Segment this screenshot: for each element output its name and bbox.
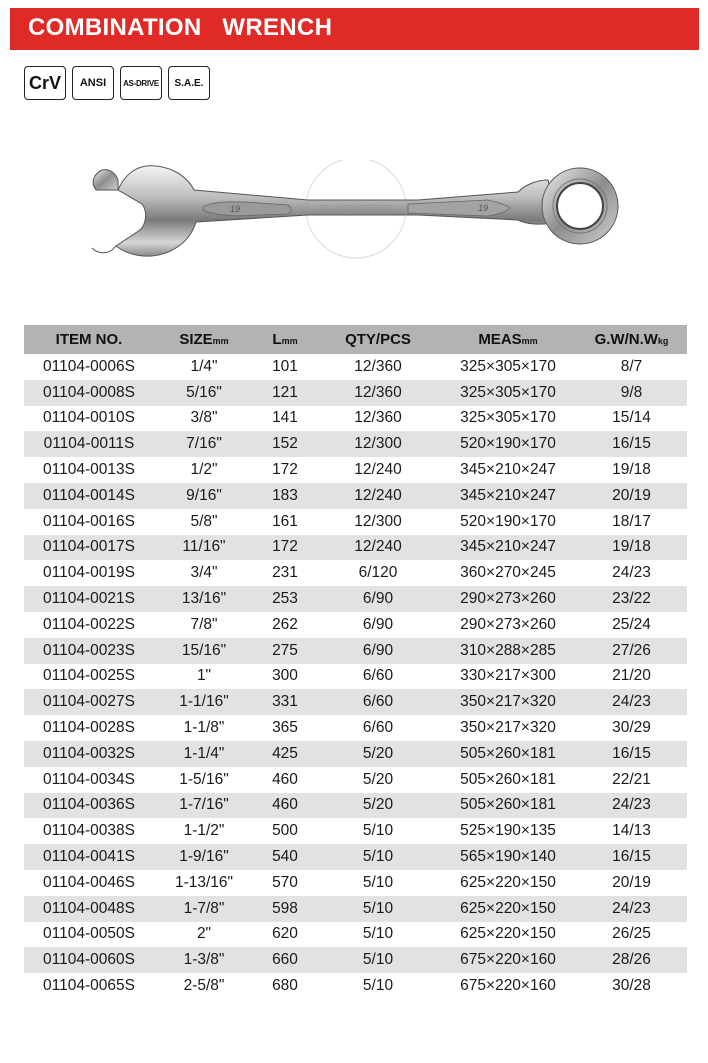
cell-qty: 5/10 — [316, 947, 440, 973]
cell-weight: 30/29 — [576, 715, 687, 741]
cell-item-no: 01104-0014S — [24, 483, 154, 509]
cell-weight: 25/24 — [576, 612, 687, 638]
cell-weight: 20/19 — [576, 870, 687, 896]
cell-length: 365 — [254, 715, 316, 741]
cell-length: 680 — [254, 973, 316, 999]
cell-size: 1-1/16" — [154, 689, 254, 715]
table-row — [24, 380, 687, 406]
cell-item-no: 01104-0011S — [24, 431, 154, 457]
cell-meas: 290×273×260 — [440, 612, 576, 638]
cell-length: 570 — [254, 870, 316, 896]
cell-size: 1-1/4" — [154, 741, 254, 767]
cell-weight: 19/18 — [576, 535, 687, 561]
cell-qty: 6/90 — [316, 638, 440, 664]
cell-weight: 24/23 — [576, 560, 687, 586]
crv-badge: CrV — [24, 66, 66, 100]
as-drive-badge: AS-DRIVE — [120, 66, 162, 100]
cell-meas: 350×217×320 — [440, 689, 576, 715]
cell-size: 13/16" — [154, 586, 254, 612]
cell-item-no: 01104-0034S — [24, 767, 154, 793]
table-row — [24, 767, 687, 793]
cell-weight: 30/28 — [576, 973, 687, 999]
cell-weight: 23/22 — [576, 586, 687, 612]
cell-size: 11/16" — [154, 535, 254, 561]
size-mark-right: 19 — [478, 203, 489, 213]
table-row — [24, 870, 687, 896]
cell-size: 2" — [154, 922, 254, 948]
cell-size: 1-13/16" — [154, 870, 254, 896]
table-row — [24, 509, 687, 535]
cell-item-no: 01104-0060S — [24, 947, 154, 973]
cell-qty: 6/90 — [316, 586, 440, 612]
table-row — [24, 715, 687, 741]
table-row — [24, 664, 687, 690]
table-header-row — [24, 325, 687, 354]
cell-meas: 625×220×150 — [440, 896, 576, 922]
cell-size: 5/8" — [154, 509, 254, 535]
cell-qty: 12/360 — [316, 380, 440, 406]
watermark-text: BLACK BEAR — [321, 203, 391, 215]
spec-table — [24, 325, 687, 999]
cell-meas: 345×210×247 — [440, 535, 576, 561]
cell-weight: 15/14 — [576, 406, 687, 432]
cell-size: 3/8" — [154, 406, 254, 432]
sae-badge: S.A.E. — [168, 66, 210, 100]
cell-item-no: 01104-0019S — [24, 560, 154, 586]
cell-meas: 505×260×181 — [440, 767, 576, 793]
cell-length: 540 — [254, 844, 316, 870]
cell-size: 7/8" — [154, 612, 254, 638]
cell-length: 101 — [254, 354, 316, 380]
cell-item-no: 01104-0046S — [24, 870, 154, 896]
cell-qty: 5/20 — [316, 767, 440, 793]
cell-weight: 9/8 — [576, 380, 687, 406]
cell-size: 15/16" — [154, 638, 254, 664]
cell-item-no: 01104-0023S — [24, 638, 154, 664]
table-row — [24, 793, 687, 819]
title-banner — [10, 8, 699, 50]
cell-item-no: 01104-0010S — [24, 406, 154, 432]
table-row — [24, 689, 687, 715]
cell-item-no: 01104-0022S — [24, 612, 154, 638]
cell-size: 1-1/8" — [154, 715, 254, 741]
cell-length: 275 — [254, 638, 316, 664]
table-row — [24, 586, 687, 612]
cell-weight: 16/15 — [576, 431, 687, 457]
cell-length: 253 — [254, 586, 316, 612]
table-row — [24, 354, 687, 380]
table-row — [24, 560, 687, 586]
cell-size: 3/4" — [154, 560, 254, 586]
cell-size: 2-5/8" — [154, 973, 254, 999]
cell-weight: 22/21 — [576, 767, 687, 793]
cell-weight: 8/7 — [576, 354, 687, 380]
cell-item-no: 01104-0041S — [24, 844, 154, 870]
table-row — [24, 896, 687, 922]
cell-meas: 675×220×160 — [440, 947, 576, 973]
cell-weight: 24/23 — [576, 793, 687, 819]
cell-item-no: 01104-0032S — [24, 741, 154, 767]
cell-item-no: 01104-0065S — [24, 973, 154, 999]
cell-meas: 290×273×260 — [440, 586, 576, 612]
cell-weight: 16/15 — [576, 844, 687, 870]
table-row — [24, 457, 687, 483]
cell-length: 183 — [254, 483, 316, 509]
cell-qty: 6/60 — [316, 664, 440, 690]
cell-meas: 345×210×247 — [440, 457, 576, 483]
cell-item-no: 01104-0017S — [24, 535, 154, 561]
cell-qty: 5/10 — [316, 844, 440, 870]
cell-qty: 12/300 — [316, 509, 440, 535]
cell-weight: 18/17 — [576, 509, 687, 535]
table-row — [24, 922, 687, 948]
cell-length: 620 — [254, 922, 316, 948]
cell-meas: 325×305×170 — [440, 380, 576, 406]
cell-meas: 325×305×170 — [440, 354, 576, 380]
cell-size: 1-7/16" — [154, 793, 254, 819]
cell-qty: 6/120 — [316, 560, 440, 586]
cell-meas: 520×190×170 — [440, 431, 576, 457]
cell-weight: 16/15 — [576, 741, 687, 767]
cell-length: 331 — [254, 689, 316, 715]
cell-meas: 525×190×135 — [440, 818, 576, 844]
cell-length: 500 — [254, 818, 316, 844]
cell-qty: 12/240 — [316, 483, 440, 509]
cell-size: 1-3/8" — [154, 947, 254, 973]
table-row — [24, 535, 687, 561]
cell-length: 460 — [254, 767, 316, 793]
cell-length: 152 — [254, 431, 316, 457]
cell-meas: 505×260×181 — [440, 793, 576, 819]
cell-weight: 27/26 — [576, 638, 687, 664]
cell-meas: 625×220×150 — [440, 922, 576, 948]
cell-weight: 19/18 — [576, 457, 687, 483]
table-row — [24, 406, 687, 432]
cell-qty: 5/10 — [316, 922, 440, 948]
table-row — [24, 947, 687, 973]
cell-item-no: 01104-0028S — [24, 715, 154, 741]
cell-length: 460 — [254, 793, 316, 819]
cell-meas: 310×288×285 — [440, 638, 576, 664]
cell-weight: 28/26 — [576, 947, 687, 973]
cell-size: 7/16" — [154, 431, 254, 457]
cell-item-no: 01104-0048S — [24, 896, 154, 922]
cell-weight: 26/25 — [576, 922, 687, 948]
cell-item-no: 01104-0013S — [24, 457, 154, 483]
cell-weight: 24/23 — [576, 896, 687, 922]
cell-size: 9/16" — [154, 483, 254, 509]
cell-qty: 5/20 — [316, 741, 440, 767]
cell-qty: 6/60 — [316, 689, 440, 715]
cell-length: 598 — [254, 896, 316, 922]
cell-meas: 360×270×245 — [440, 560, 576, 586]
cell-size: 1" — [154, 664, 254, 690]
cell-meas: 345×210×247 — [440, 483, 576, 509]
cell-length: 161 — [254, 509, 316, 535]
cell-item-no: 01104-0008S — [24, 380, 154, 406]
cell-item-no: 01104-0021S — [24, 586, 154, 612]
cell-size: 1-7/8" — [154, 896, 254, 922]
cell-weight: 20/19 — [576, 483, 687, 509]
cell-qty: 12/360 — [316, 406, 440, 432]
cell-size: 5/16" — [154, 380, 254, 406]
col-qty: QTY/PCS — [316, 325, 440, 354]
cell-meas: 330×217×300 — [440, 664, 576, 690]
cell-length: 172 — [254, 535, 316, 561]
cell-qty: 6/60 — [316, 715, 440, 741]
table-row — [24, 612, 687, 638]
cell-weight: 24/23 — [576, 689, 687, 715]
cell-meas: 325×305×170 — [440, 406, 576, 432]
cell-length: 121 — [254, 380, 316, 406]
cell-item-no: 01104-0006S — [24, 354, 154, 380]
col-length: Lmm — [254, 325, 316, 354]
table-row — [24, 818, 687, 844]
table-row — [24, 741, 687, 767]
cell-size: 1-5/16" — [154, 767, 254, 793]
cell-qty: 5/10 — [316, 870, 440, 896]
cell-qty: 12/240 — [316, 535, 440, 561]
cell-item-no: 01104-0016S — [24, 509, 154, 535]
cell-length: 172 — [254, 457, 316, 483]
cell-length: 300 — [254, 664, 316, 690]
cell-length: 141 — [254, 406, 316, 432]
cell-length: 425 — [254, 741, 316, 767]
cell-meas: 565×190×140 — [440, 844, 576, 870]
cell-size: 1/4" — [154, 354, 254, 380]
wrench-image — [88, 160, 620, 270]
cell-item-no: 01104-0038S — [24, 818, 154, 844]
cell-meas: 625×220×150 — [440, 870, 576, 896]
cell-qty: 5/20 — [316, 793, 440, 819]
col-size: SIZEmm — [154, 325, 254, 354]
cell-size: 1-9/16" — [154, 844, 254, 870]
cell-meas: 350×217×320 — [440, 715, 576, 741]
cell-weight: 21/20 — [576, 664, 687, 690]
cell-length: 262 — [254, 612, 316, 638]
page-title: COMBINATION WRENCH — [28, 14, 333, 41]
cell-qty: 5/10 — [316, 818, 440, 844]
cell-item-no: 01104-0036S — [24, 793, 154, 819]
table-row — [24, 844, 687, 870]
col-item-no: ITEM NO. — [24, 325, 154, 354]
cell-qty: 5/10 — [316, 896, 440, 922]
ansi-badge: ANSI — [72, 66, 114, 100]
cell-qty: 12/240 — [316, 457, 440, 483]
table-row — [24, 638, 687, 664]
cell-weight: 14/13 — [576, 818, 687, 844]
cell-item-no: 01104-0050S — [24, 922, 154, 948]
col-weight: G.W/N.Wkg — [576, 325, 687, 354]
cell-qty: 12/360 — [316, 354, 440, 380]
cell-length: 660 — [254, 947, 316, 973]
size-mark-left: 19 — [230, 204, 241, 214]
col-meas: MEASmm — [440, 325, 576, 354]
cell-qty: 6/90 — [316, 612, 440, 638]
cell-meas: 675×220×160 — [440, 973, 576, 999]
cell-meas: 505×260×181 — [440, 741, 576, 767]
table-row — [24, 483, 687, 509]
table-row — [24, 973, 687, 999]
cell-size: 1/2" — [154, 457, 254, 483]
cell-item-no: 01104-0025S — [24, 664, 154, 690]
table-row — [24, 431, 687, 457]
cell-length: 231 — [254, 560, 316, 586]
cell-qty: 12/300 — [316, 431, 440, 457]
cell-meas: 520×190×170 — [440, 509, 576, 535]
cell-qty: 5/10 — [316, 973, 440, 999]
cell-item-no: 01104-0027S — [24, 689, 154, 715]
cell-size: 1-1/2" — [154, 818, 254, 844]
